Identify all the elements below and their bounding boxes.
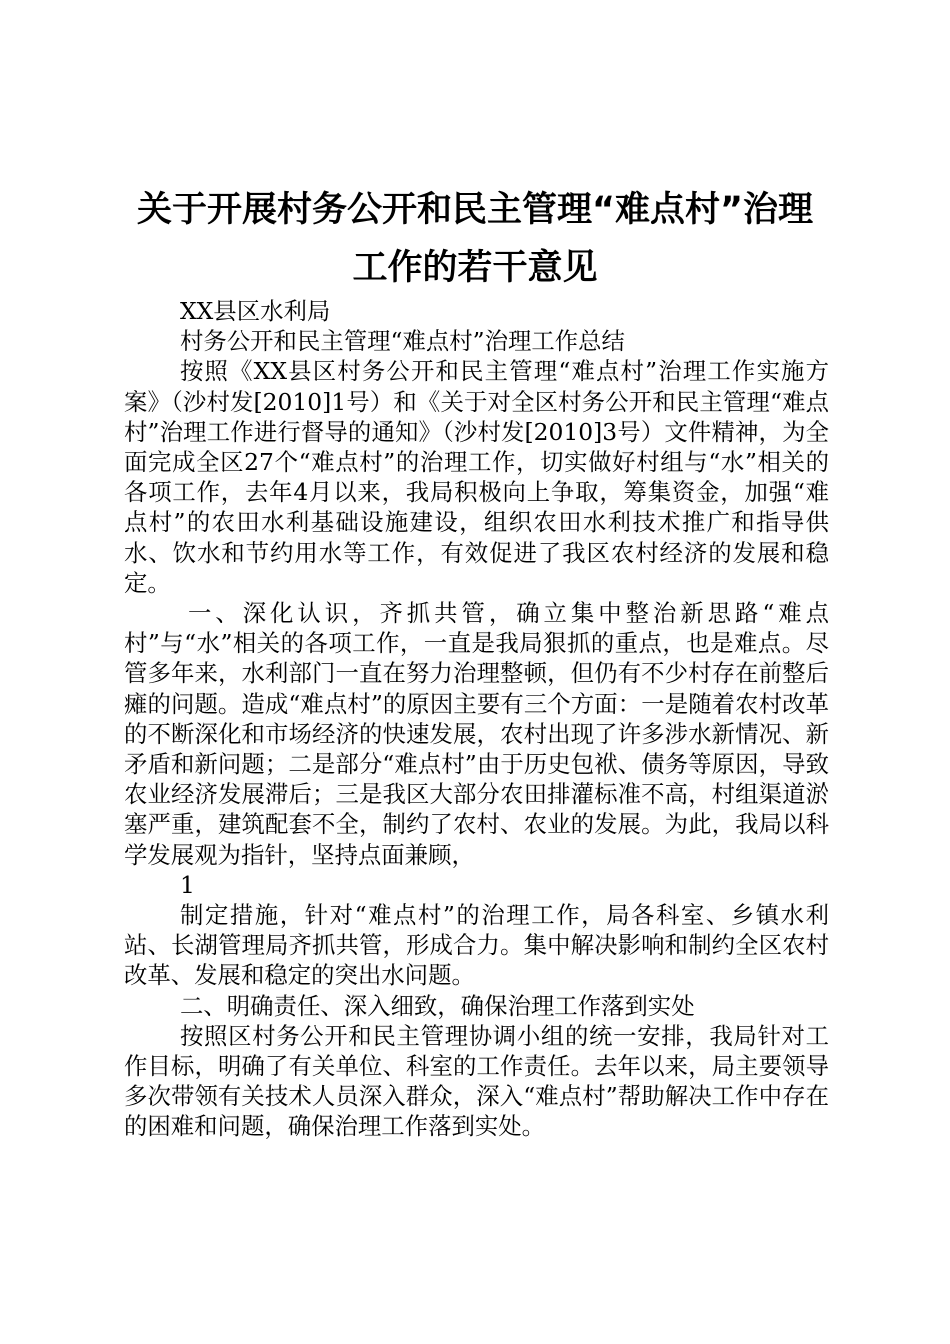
document-title-line-2: 工作的若干意见 (352, 248, 598, 288)
paragraph-section-1: 一、深化认识，齐抓共管，确立集中整治新思路“难点村”与“水”相关的各项工作，一直是我局狠抓的重点，也是难点。尽管多年来，水利部门一直在努力治理整顿，但仍有不少村存在前整后瘫的问题。造成“难点村”的原因主要有三个方面：一是随着农村改革的不断深化和市场经济的快速发展，农村出现了许多涉水新情况、新矛盾和新问题；二是部分“难点村”由于历史包袱、债务等原因，导致农业经济发展滞后；三是我区大部分农田排灌标准不高，村组渠道淤塞严重，建筑配套不全，制约了农村、农业的发展。为此，我局以科学发展观为指针，坚持点面兼顾， (124, 599, 829, 869)
paragraph-measures: 制定措施，针对“难点村”的治理工作，局各科室、乡镇水利站、长湖管理局齐抓共管，形成合力。集中解决影响和制约全区农村改革、发展和稳定的突出水问题。 (124, 901, 829, 990)
paragraph-intro: 按照《XX县区村务公开和民主管理“难点村”治理工作实施方案》（沙村发[2010]1号）和《关于对全区村务公开和民主管理“难点村”治理工作进行督导的通知》（沙村发[2010]3号）文件精神，为全面完成全区27个“难点村”的治理工作，切实做好村组与“水”相关的各项工作，去年4月以来，我局积极向上争取，筹集资金，加强“难点村”的农田水利基础设施建设，组织农田水利技术推广和指导供水、饮水和节约用水等工作，有效促进了我区农村经济的发展和稳定。 (124, 357, 829, 597)
page-number: 1 (180, 870, 195, 899)
author-line: XX县区水利局 (180, 297, 331, 325)
subtitle-line: 村务公开和民主管理“难点村”治理工作总结 (180, 327, 625, 356)
paragraph-section-2: 按照区村务公开和民主管理协调小组的统一安排，我局针对工作目标，明确了有关单位、科室的工作责任。去年以来，局主要领导多次带领有关技术人员深入群众，深入“难点村”帮助解决工作中存在的困难和问题，确保治理工作落到实处。 (124, 1021, 829, 1141)
document-body (124, 296, 829, 1142)
section-2-heading: 二、明确责任、深入细致，确保治理工作落到实处 (180, 991, 695, 1020)
document-title-line-1: 关于开展村务公开和民主管理“难点村”治理 (136, 190, 813, 230)
